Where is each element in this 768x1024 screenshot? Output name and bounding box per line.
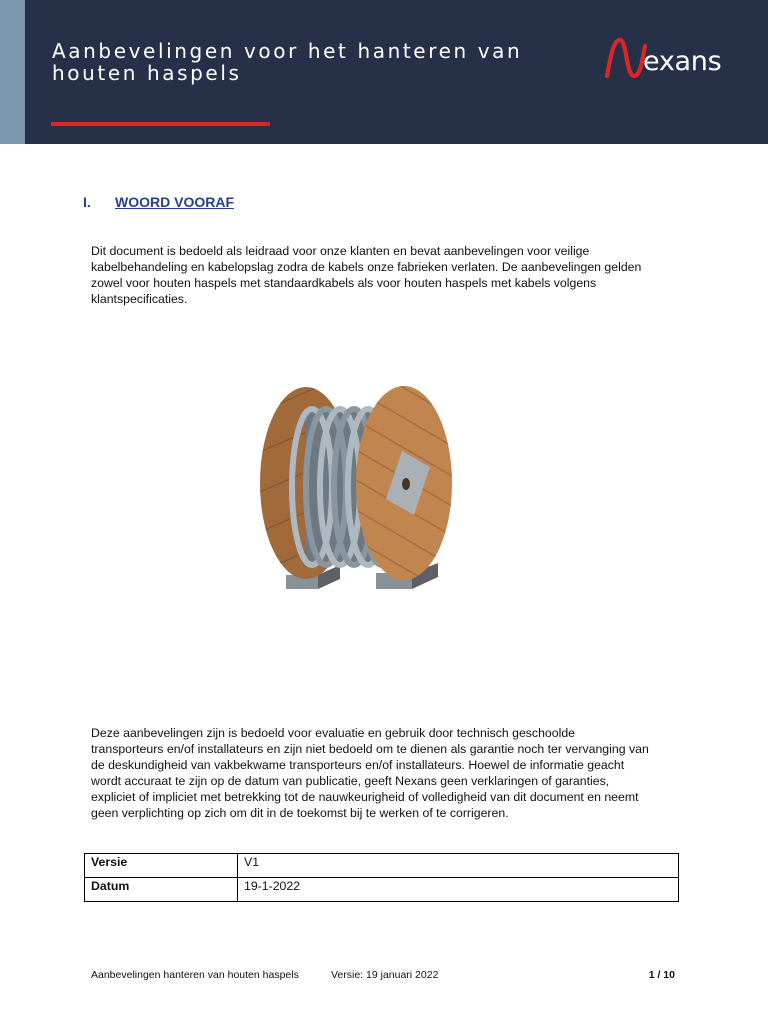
nexans-logo	[604, 36, 744, 82]
document-title-line-1: Aanbevelingen voor het hanteren van	[52, 39, 523, 63]
intro-line: klantspecificaties.	[91, 292, 188, 306]
disclaimer-line: transporteurs en/of installateurs en zijn niet bedoeld om te dienen als garantie noch ter vervanging van	[91, 742, 649, 756]
header-side-stripe	[0, 0, 25, 144]
disclaimer-line: wordt accuraat te zijn op de datum van publicatie, geeft Nexans geen verklaringen of garanties,	[91, 774, 610, 788]
footer-page-number: 1 / 10	[648, 969, 675, 981]
disclaimer-line: geen verplichting op zich om dit in de toekomst bij te werken of te corrigeren.	[91, 806, 509, 820]
section-title: WOORD VOORAF	[115, 194, 234, 210]
disclaimer-line: expliciet of impliciet met betrekking tot de nauwkeurigheid of volledigheid van dit document en neemt	[91, 790, 639, 804]
intro-line: kabelbehandeling en kabelopslag zodra de kabels onze fabrieken verlaten. De aanbevelingen gelden	[91, 260, 642, 274]
section-heading	[83, 194, 234, 210]
table-row	[85, 854, 679, 878]
intro-line: Dit document is bedoeld als leidraad voor onze klanten en bevat aanbevelingen voor veilige	[91, 244, 590, 258]
nexans-n-icon	[604, 36, 648, 82]
footer-doc-title: Aanbevelingen hanteren van houten haspels	[91, 969, 299, 981]
document-title-line-2: houten haspels	[52, 61, 242, 85]
header-accent-bar	[51, 122, 270, 126]
disclaimer-line: Deze aanbevelingen zijn is bedoeld voor evaluatie en gebruik door technisch geschoolde	[91, 726, 576, 740]
logo-wordmark: exans	[643, 46, 722, 77]
intro-line: zowel voor houten haspels met standaardkabels als voor houten haspels met kabels volgens	[91, 276, 597, 290]
page-header	[0, 0, 768, 144]
disclaimer-line: de deskundigheid van vakbekwame transporteurs en/of installateurs. Hoewel de informatie geacht	[91, 758, 625, 772]
version-value: V1	[238, 854, 679, 878]
disclaimer-paragraph	[91, 725, 691, 821]
version-table	[84, 853, 679, 902]
footer-version: Versie: 19 januari 2022	[331, 969, 439, 981]
cable-reel-illustration	[254, 383, 460, 595]
date-value: 19-1-2022	[238, 878, 679, 902]
version-label: Versie	[85, 854, 238, 878]
section-number: I.	[83, 194, 91, 210]
intro-paragraph	[91, 243, 691, 307]
document-title	[52, 40, 522, 84]
date-label: Datum	[85, 878, 238, 902]
table-row	[85, 878, 679, 902]
